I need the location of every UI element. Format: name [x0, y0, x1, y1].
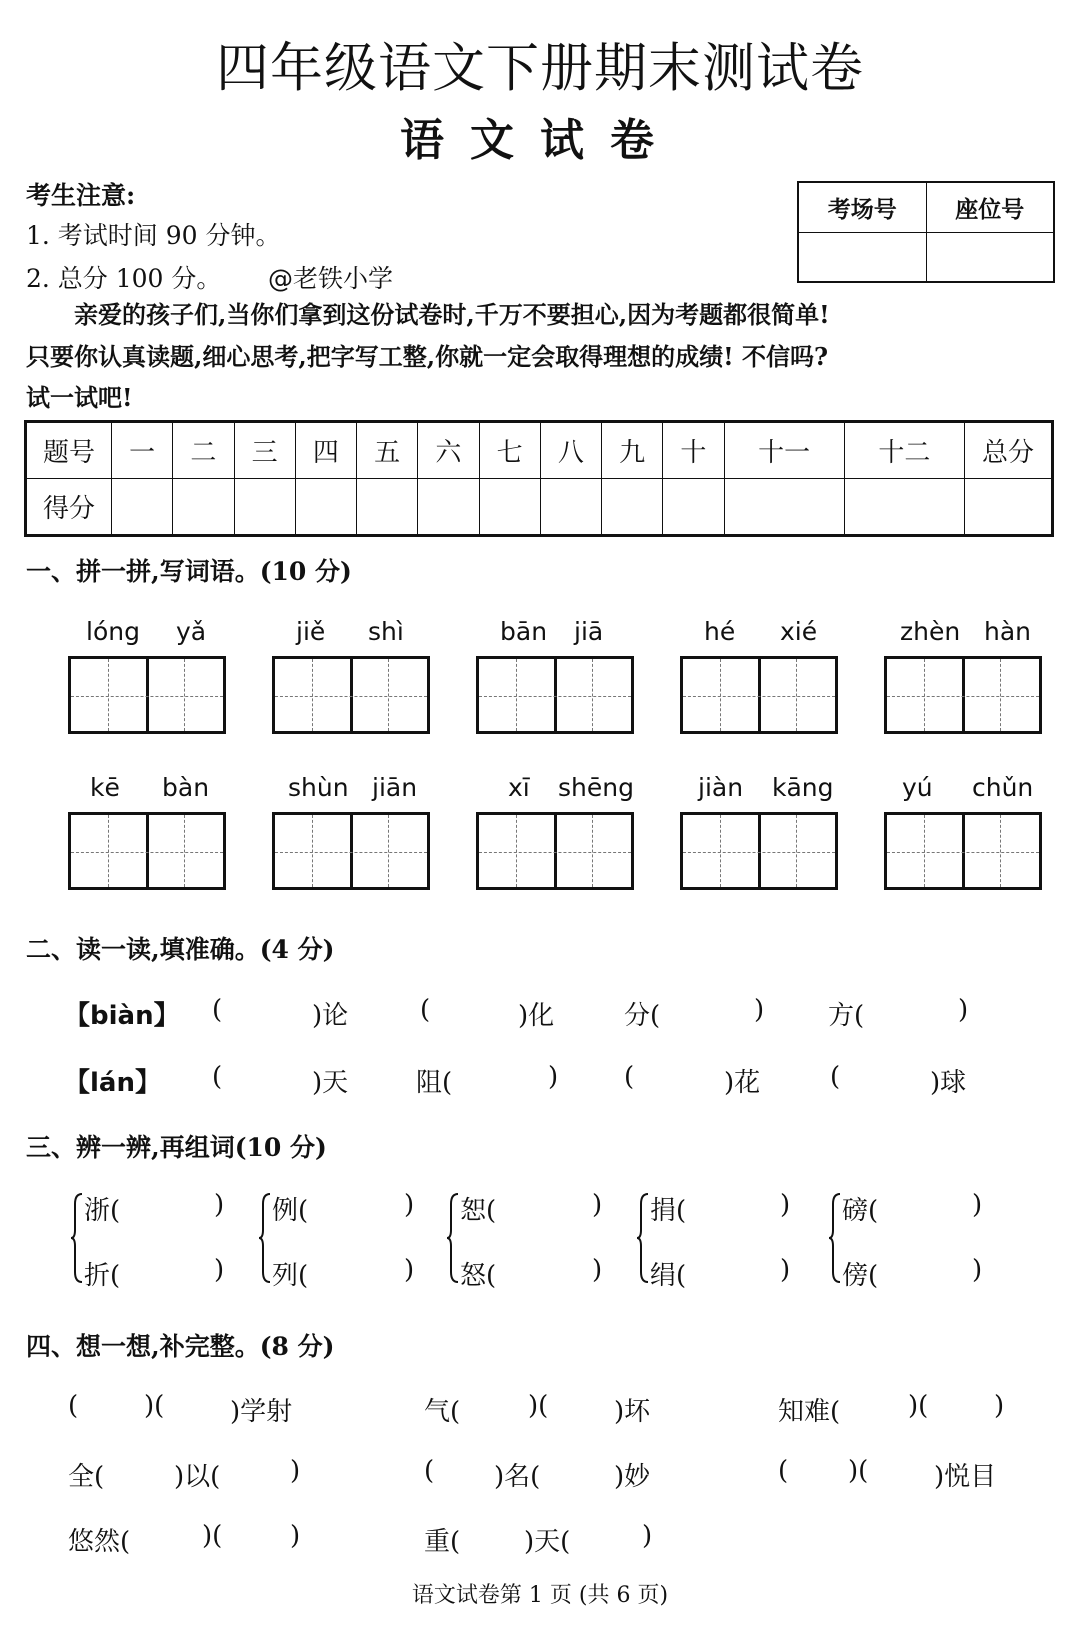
score-header-cell: 六	[418, 422, 479, 479]
section3-heading: 三、辨一辨,再组词(10 分)	[26, 1133, 327, 1162]
blank-word: 分(	[624, 1001, 661, 1031]
idiom-part: )(	[908, 1391, 929, 1421]
pinyin: jiā	[574, 617, 604, 646]
pinyin: zhèn	[900, 617, 961, 646]
score-table-header-row	[26, 422, 1053, 479]
idiom-part: 重(	[424, 1527, 461, 1557]
score-header-cell: 三	[234, 422, 295, 479]
pinyin: xī	[508, 773, 530, 802]
notice-item-score: 2. 总分 100 分。	[26, 264, 222, 293]
blank-open: (	[212, 1062, 223, 1092]
intro-line-3: 试一试吧!	[26, 383, 133, 412]
pinyin: yǎ	[176, 617, 207, 646]
blank-word: )论	[312, 1001, 349, 1031]
writing-box[interactable]	[476, 812, 634, 890]
idiom-part: 气(	[424, 1397, 461, 1427]
score-table	[24, 420, 1054, 537]
idiom-part: )名(	[494, 1462, 541, 1492]
blank-close: )	[592, 1255, 603, 1285]
score-header-cell: 十一	[724, 422, 844, 479]
char-pair-bottom: 怒(	[460, 1261, 497, 1291]
writing-box[interactable]	[68, 656, 226, 734]
char-pair-top: 磅(	[842, 1196, 879, 1226]
pinyin: lóng	[86, 617, 140, 646]
char-pair-bottom: 折(	[84, 1261, 121, 1291]
blank-word: )花	[724, 1068, 761, 1098]
blank-open: (	[624, 1062, 635, 1092]
idiom-part: )妙	[614, 1462, 651, 1492]
idiom-part: 知难(	[778, 1397, 841, 1427]
blank-close: )	[780, 1190, 791, 1220]
idiom-part: )悦目	[934, 1462, 997, 1492]
idiom-part: )(	[144, 1391, 165, 1421]
score-cell[interactable]	[295, 479, 356, 536]
pinyin: xié	[780, 617, 818, 646]
score-cell[interactable]	[844, 479, 964, 536]
score-header-cell: 十	[663, 422, 724, 479]
pinyin: shùn	[288, 773, 349, 802]
pinyin: yú	[902, 773, 933, 802]
pinyin: bān	[500, 617, 548, 646]
char-pair-bottom: 列(	[272, 1261, 309, 1291]
blank-open: (	[420, 995, 431, 1025]
intro-line-2: 只要你认真读题,细心思考,把字写工整,你就一定会取得理想的成绩! 不信吗?	[26, 342, 829, 371]
intro-line-1: 亲爱的孩子们,当你们拿到这份试卷时,千万不要担心,因为考题都很简单!	[74, 300, 830, 329]
score-cell[interactable]	[724, 479, 844, 536]
brace-icon	[828, 1192, 842, 1284]
section4-heading: 四、想一想,补完整。(8 分)	[26, 1332, 335, 1361]
watermark-text: @老铁小学	[268, 264, 394, 293]
writing-box[interactable]	[680, 656, 838, 734]
score-cell[interactable]	[602, 479, 663, 536]
score-header-cell: 二	[173, 422, 234, 479]
pinyin: kāng	[772, 773, 834, 802]
blank-close: )	[754, 995, 765, 1025]
score-table-score-row	[26, 479, 1053, 536]
score-cell[interactable]	[173, 479, 234, 536]
score-cell[interactable]	[965, 479, 1053, 536]
section1-heading: 一、拼一拼,写词语。(10 分)	[26, 557, 352, 586]
score-header-cell: 八	[540, 422, 601, 479]
char-pair-top: 恕(	[460, 1196, 497, 1226]
score-row-label: 得分	[26, 479, 112, 536]
idiom-part: )	[994, 1391, 1005, 1421]
char-pair-bottom: 绢(	[650, 1261, 687, 1291]
blank-close: )	[404, 1255, 415, 1285]
blank-word: )天	[312, 1068, 349, 1098]
score-header-cell: 七	[479, 422, 540, 479]
pinyin: bàn	[162, 773, 210, 802]
pinyin: jiě	[296, 617, 326, 646]
notice-heading: 考生注意:	[26, 181, 136, 210]
writing-box[interactable]	[68, 812, 226, 890]
blank-close: )	[958, 995, 969, 1025]
writing-box[interactable]	[476, 656, 634, 734]
seat-number-header: 座位号	[926, 182, 1054, 232]
score-header-cell: 一	[112, 422, 173, 479]
writing-box[interactable]	[884, 812, 1042, 890]
idiom-part: )(	[528, 1391, 549, 1421]
pinyin: kē	[90, 773, 120, 802]
notice-item-time: 1. 考试时间 90 分钟。	[26, 221, 281, 250]
idiom-part: )以(	[174, 1462, 221, 1492]
score-header-cell: 十二	[844, 422, 964, 479]
score-cell[interactable]	[418, 479, 479, 536]
blank-open: (	[830, 1062, 841, 1092]
char-pair-top: 捐(	[650, 1196, 687, 1226]
idiom-part: )	[642, 1521, 653, 1551]
blank-word: )化	[518, 1001, 555, 1031]
blank-close: )	[404, 1190, 415, 1220]
exam-title: 四年级语文下册期末测试卷	[216, 38, 864, 99]
blank-close: )	[592, 1190, 603, 1220]
pinyin: hàn	[984, 617, 1032, 646]
idiom-part: )(	[202, 1521, 223, 1551]
brace-icon	[446, 1192, 460, 1284]
pinyin: chǔn	[972, 773, 1034, 802]
pinyin: shì	[368, 617, 404, 646]
blank-word: 方(	[828, 1001, 865, 1031]
idiom-part: (	[424, 1456, 435, 1486]
writing-box[interactable]	[680, 812, 838, 890]
idiom-part: (	[68, 1391, 79, 1421]
blank-close: )	[780, 1255, 791, 1285]
idiom-part: )	[290, 1456, 301, 1486]
blank-word: )球	[930, 1068, 967, 1098]
score-header-cell: 四	[295, 422, 356, 479]
idiom-part: (	[778, 1456, 789, 1486]
pinyin-prompt-bian: 【biàn】	[64, 1001, 180, 1031]
score-cell[interactable]	[540, 479, 601, 536]
pinyin: jiān	[372, 773, 418, 802]
blank-close: )	[214, 1190, 225, 1220]
exam-room-header: 考场号	[798, 182, 926, 232]
idiom-part: )	[290, 1521, 301, 1551]
seat-number-field[interactable]	[926, 232, 1054, 282]
blank-close: )	[214, 1255, 225, 1285]
char-pair-top: 例(	[272, 1196, 309, 1226]
writing-box[interactable]	[272, 812, 430, 890]
char-pair-top: 浙(	[84, 1196, 121, 1226]
pinyin: shēng	[558, 773, 634, 802]
blank-close: )	[972, 1255, 983, 1285]
score-cell[interactable]	[234, 479, 295, 536]
blank-close: )	[548, 1062, 559, 1092]
brace-icon	[636, 1192, 650, 1284]
idiom-part: )学射	[230, 1397, 293, 1427]
score-cell[interactable]	[357, 479, 418, 536]
score-cell[interactable]	[663, 479, 724, 536]
writing-box[interactable]	[884, 656, 1042, 734]
idiom-part: )(	[848, 1456, 869, 1486]
blank-word: 阻(	[416, 1068, 453, 1098]
brace-icon	[70, 1192, 84, 1284]
idiom-part: 全(	[68, 1462, 105, 1492]
pinyin: jiàn	[698, 773, 744, 802]
score-cell[interactable]	[479, 479, 540, 536]
blank-close: )	[972, 1190, 983, 1220]
score-header-cell: 五	[357, 422, 418, 479]
score-header-cell: 题号	[26, 422, 112, 479]
pinyin: hé	[704, 617, 736, 646]
idiom-part: )坏	[614, 1397, 651, 1427]
score-cell[interactable]	[112, 479, 173, 536]
seat-box	[797, 181, 1055, 283]
score-header-cell: 九	[602, 422, 663, 479]
writing-box[interactable]	[272, 656, 430, 734]
section2-heading: 二、读一读,填准确。(4 分)	[26, 935, 335, 964]
exam-room-field[interactable]	[798, 232, 926, 282]
pinyin-prompt-lan: 【lán】	[64, 1068, 161, 1098]
exam-subtitle: 语文试卷	[400, 115, 680, 166]
idiom-part: 悠然(	[68, 1527, 131, 1557]
page-footer: 语文试卷第 1 页 (共 6 页)	[411, 1583, 669, 1608]
blank-open: (	[212, 995, 223, 1025]
char-pair-bottom: 傍(	[842, 1261, 879, 1291]
idiom-part: )天(	[524, 1527, 571, 1557]
score-header-cell: 总分	[965, 422, 1053, 479]
brace-icon	[258, 1192, 272, 1284]
